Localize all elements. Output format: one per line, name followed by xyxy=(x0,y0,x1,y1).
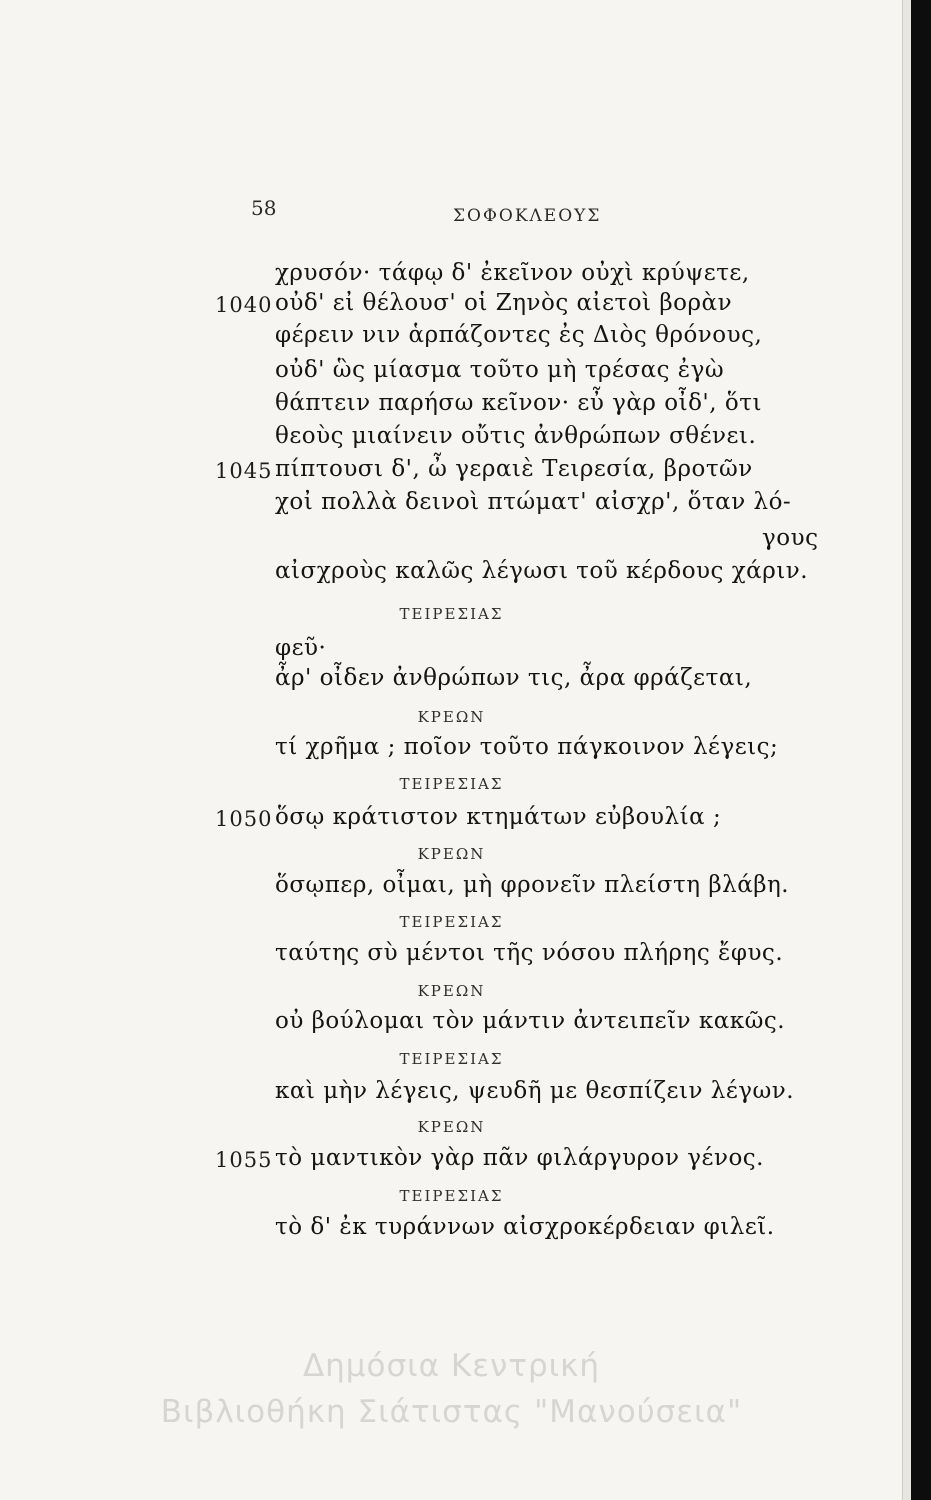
verse-line: θάπτειν παρήσω κεῖνον· εὖ γὰρ οἶδ', ὅτι xyxy=(275,390,762,416)
speaker-label: ΚΡΕΩΝ xyxy=(417,708,486,726)
verse-line: οὐδ' ὣς μίασμα τοῦτο μὴ τρέσας ἐγὼ xyxy=(275,357,725,383)
line-number-1050: 1050 xyxy=(215,807,273,831)
speaker-label: ΤΕΙΡΕΣΙΑΣ xyxy=(399,605,504,623)
verse-line: τὸ δ' ἐκ τυράννων αἰσχροκέρδειαν φιλεῖ. xyxy=(275,1214,775,1240)
speaker-label: ΤΕΙΡΕΣΙΑΣ xyxy=(399,1050,504,1068)
library-watermark-line-1: Δημόσια Κεντρική xyxy=(302,1348,601,1384)
verse-line: οὐ βούλομαι τὸν μάντιν ἀντειπεῖν κακῶς. xyxy=(275,1008,786,1034)
verse-line: ὅσῳ κράτιστον κτημάτων εὐβουλία ; xyxy=(275,804,722,830)
verse-line-continuation: γους xyxy=(762,525,819,551)
verse-line: φεῦ· xyxy=(275,635,327,661)
line-number-1055: 1055 xyxy=(215,1148,273,1172)
verse-line: οὐδ' εἰ θέλουσ' οἱ Ζηνὸς αἰετοὶ βορὰν xyxy=(275,290,733,316)
verse-line: ὅσῳπερ, οἶμαι, μὴ φρονεῖν πλείστη βλάβη. xyxy=(275,872,790,898)
verse-line: τὸ μαντικὸν γὰρ πᾶν φιλάργυρον γένος. xyxy=(275,1145,764,1171)
verse-line: αἰσχροὺς καλῶς λέγωσι τοῦ κέρδους χάριν. xyxy=(275,558,809,584)
verse-line: πίπτουσι δ', ὦ γεραιὲ Τειρεσία, βροτῶν xyxy=(275,456,753,482)
speaker-label: ΤΕΙΡΕΣΙΑΣ xyxy=(399,1187,504,1205)
verse-line: θεοὺς μιαίνειν οὔτις ἀνθρώπων σθένει. xyxy=(275,423,757,449)
page-number: 58 xyxy=(251,196,277,220)
page-edge xyxy=(902,0,911,1500)
speaker-label: ΚΡΕΩΝ xyxy=(417,982,486,1000)
running-title: ΣΟΦΟΚΛΕΟΥΣ xyxy=(453,206,602,226)
speaker-label: ΚΡΕΩΝ xyxy=(417,1118,486,1136)
verse-line: τί χρῆμα ; ποῖον τοῦτο πάγκοινον λέγεις; xyxy=(275,734,779,760)
speaker-label: ΤΕΙΡΕΣΙΑΣ xyxy=(399,913,504,931)
library-watermark-line-2: Βιβλιοθήκη Σιάτιστας "Μανούσεια" xyxy=(160,1394,743,1430)
line-number-1040: 1040 xyxy=(215,293,273,317)
verse-line: χοἰ πολλὰ δεινοὶ πτώματ' αἰσχρ', ὅταν λό- xyxy=(275,489,792,515)
verse-line: φέρειν νιν ἁρπάζοντες ἐς Διὸς θρόνους, xyxy=(275,322,763,348)
verse-line: ἆρ' οἶδεν ἀνθρώπων τις, ἆρα φράζεται, xyxy=(275,665,753,691)
verse-line: χρυσόν· τάφῳ δ' ἐκεῖνον οὐχὶ κρύψετε, xyxy=(275,260,750,286)
verse-line: ταύτης σὺ μέντοι τῆς νόσου πλήρης ἔφυς. xyxy=(275,940,784,966)
speaker-label: ΚΡΕΩΝ xyxy=(417,845,486,863)
speaker-label: ΤΕΙΡΕΣΙΑΣ xyxy=(399,775,504,793)
line-number-1045: 1045 xyxy=(215,459,273,483)
verse-line: καὶ μὴν λέγεις, ψευδῆ με θεσπίζειν λέγων. xyxy=(275,1078,795,1104)
scan-border xyxy=(911,0,931,1500)
